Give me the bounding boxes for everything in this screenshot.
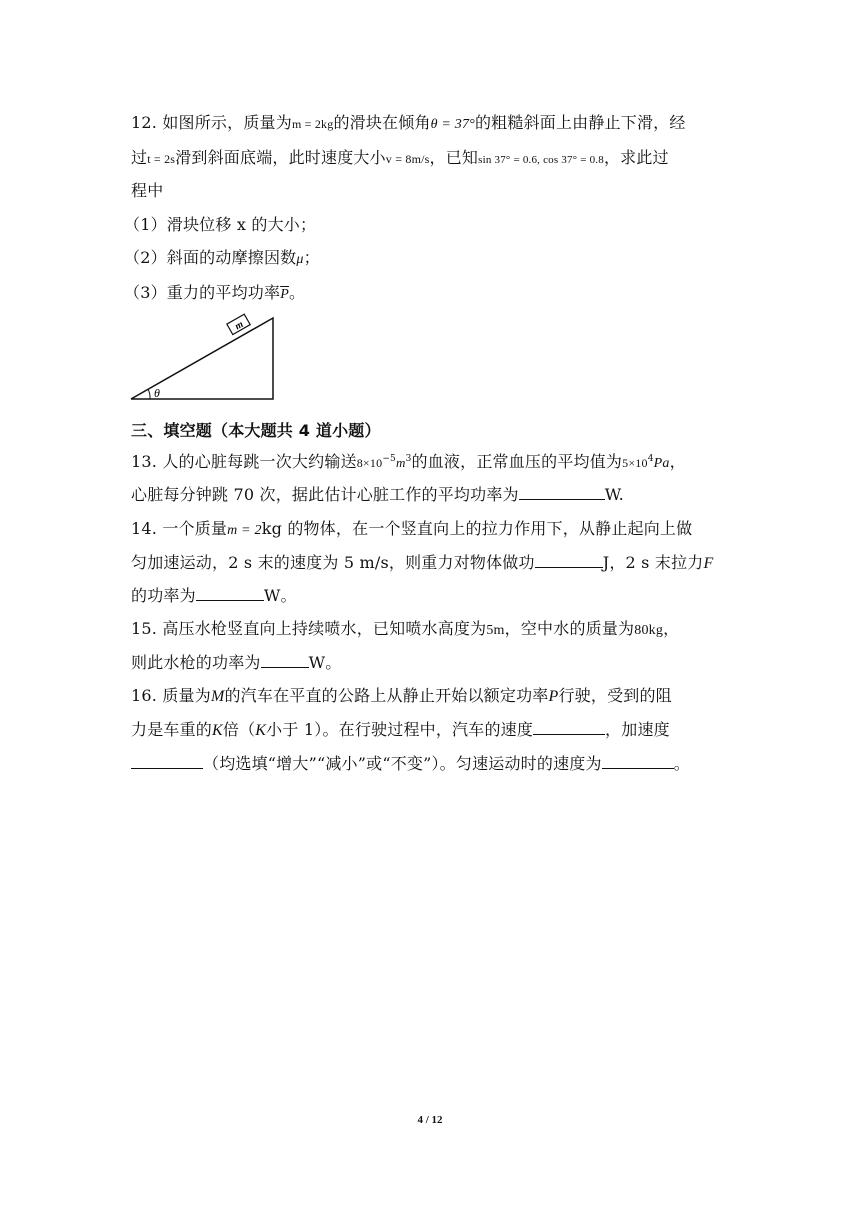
mass-expr: m = 2 (227, 523, 262, 538)
text: W。 (308, 653, 342, 672)
mass-symbol: M (210, 688, 225, 705)
time-expr: t = 2s (147, 152, 176, 166)
q15-line2 (131, 653, 731, 673)
volume-value: 8×10 (356, 456, 383, 470)
text: ，加速度 (605, 720, 670, 739)
text: （2）斜面的动摩擦因数 (124, 248, 297, 267)
power-symbol: P (548, 688, 559, 705)
q16-line1 (131, 686, 731, 707)
pressure-exp: 4 (647, 454, 654, 464)
answer-blank[interactable] (519, 485, 605, 500)
text: 匀加速运动，2 s 末的速度为 5 m/s，则重力对物体做功 (131, 553, 535, 572)
answer-blank[interactable] (131, 754, 203, 769)
text: 12. 如图所示，质量为 (131, 113, 292, 132)
q15-line1 (131, 619, 731, 641)
text: 心脏每分钟跳 70 次，据此估计心脏工作的平均功率为 (131, 485, 519, 504)
mu-symbol: μ (296, 252, 304, 267)
force-symbol: F (703, 555, 714, 572)
volume-exp: −5 (382, 454, 396, 464)
q12-line2 (131, 148, 731, 170)
text: 13. 人的心脏每跳一次大约输送 (131, 452, 357, 471)
text: 小于 1）。在行驶过程中，汽车的速度 (266, 720, 534, 739)
angle-label: θ (154, 386, 160, 400)
k-symbol: K (212, 722, 223, 739)
text: 滑到斜面底端，此时速度大小 (175, 148, 386, 167)
text: 。 (673, 754, 690, 773)
text: 倍（ (222, 720, 256, 739)
volume-unit: m (395, 455, 406, 470)
incline-figure (128, 313, 278, 403)
text: kg 的物体，在一个竖直向上的拉力作用下，从静止起向上做 (261, 519, 693, 538)
text: ，求此过 (603, 148, 669, 167)
height-value: 5m (486, 623, 505, 638)
q13-line2 (131, 485, 731, 505)
q12-part3 (124, 283, 724, 305)
text: ，已知 (429, 148, 479, 167)
text: （均选填“增大”“减小”或“不变”）。匀速运动时的速度为 (203, 754, 602, 773)
text: 14. 一个质量 (131, 519, 228, 538)
k-symbol: K (255, 722, 267, 739)
text: 16. 质量为 (131, 686, 211, 705)
text: ； (303, 248, 320, 267)
q14-line2 (131, 553, 731, 574)
block-label: m (233, 318, 246, 333)
velocity-expr: v = 8m/s (385, 152, 430, 166)
text: J，2 s 末拉力 (602, 553, 704, 572)
trig-expr: sin 37° = 0.6, cos 37° = 0.8 (478, 154, 604, 166)
text: 过 (131, 148, 148, 167)
section-heading: 三、填空题（本大题共 4 道小题） (131, 421, 381, 440)
text: ， (669, 452, 686, 471)
text: ， (663, 619, 680, 638)
text: 则此水枪的功率为 (131, 653, 261, 672)
q12-part2 (124, 248, 724, 270)
q14-line3 (131, 586, 731, 606)
angle-expr: θ = 37° (430, 117, 475, 132)
q16-line3 (131, 754, 731, 774)
q12-line1 (131, 113, 731, 135)
text: 。 (288, 283, 306, 302)
avg-power-symbol: $\overline{P}$ (280, 287, 289, 302)
text: W。 (263, 586, 297, 605)
text: 15. 高压水枪竖直向上持续喷水，已知喷水高度为 (131, 619, 487, 638)
answer-blank[interactable] (196, 586, 264, 601)
volume-unit-exp: 3 (405, 454, 412, 464)
pressure-value: 5×10 (622, 456, 648, 470)
text: ，空中水的质量为 (504, 619, 635, 638)
text: 的粗糙斜面上由静止下滑，经 (474, 113, 686, 132)
answer-blank[interactable] (535, 553, 603, 568)
text: （3）重力的平均功率 (124, 283, 281, 302)
q16-line2 (131, 720, 731, 741)
q12-part1: （1）滑块位移 x 的大小； (124, 215, 317, 234)
incline-triangle (131, 318, 273, 399)
mass-expr: m = 2kg (291, 117, 334, 131)
q12-line3: 程中 (131, 181, 164, 200)
q13-line1 (131, 452, 731, 474)
text: 行驶，受到的阻 (558, 686, 672, 705)
mass-value: 80kg (634, 623, 664, 638)
answer-blank[interactable] (261, 653, 309, 668)
answer-blank[interactable] (602, 754, 674, 769)
text: 力是车重的 (131, 720, 213, 739)
text: 的功率为 (131, 586, 196, 605)
text: 的血液，正常血压的平均值为 (411, 452, 623, 471)
page-number: 4 / 12 (417, 1114, 443, 1126)
pressure-unit: Pa (653, 456, 670, 471)
angle-arc (148, 389, 150, 399)
text: 的汽车在平直的公路上从静止开始以额定功率 (224, 686, 549, 705)
q14-line1 (131, 519, 731, 541)
text: 的滑块在倾角 (333, 113, 431, 132)
answer-blank[interactable] (533, 720, 605, 735)
text: W. (604, 485, 624, 504)
